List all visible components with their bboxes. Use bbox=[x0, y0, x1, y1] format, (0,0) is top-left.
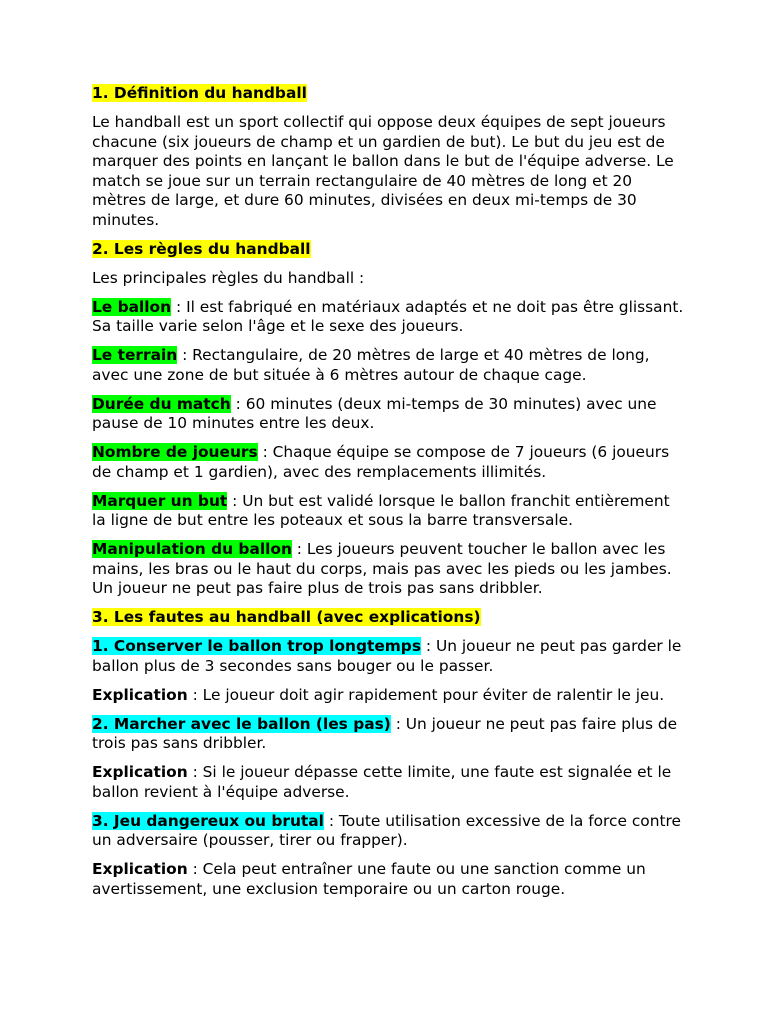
rule-desc: : 60 minutes (deux mi-temps de 30 minutes) avec une pause de 10 minutes entre les deux. bbox=[92, 394, 657, 432]
foul-title: 3. Jeu dangereux ou brutal bbox=[92, 811, 324, 830]
explanation-label: Explication bbox=[92, 685, 188, 704]
rule-term: Manipulation du ballon bbox=[92, 540, 292, 558]
rules-intro: Les principales règles du handball : bbox=[92, 268, 365, 287]
section-heading: 3. Les fautes au handball (avec explications) bbox=[92, 608, 481, 626]
rule-desc: : Il est fabriqué en matériaux adaptés et ne doit pas être glissant. Sa taille varie selon l'âge et le sexe des joueurs. bbox=[92, 297, 684, 335]
rule-item bbox=[92, 492, 688, 531]
rule-item bbox=[92, 298, 688, 337]
explanation-text: : Cela peut entraîner une faute ou une sanction comme un avertissement, une exclusion temporaire ou un carton rouge. bbox=[92, 860, 646, 898]
section-heading: 2. Les règles du handball bbox=[92, 239, 311, 258]
rule-desc: : Un but est validé lorsque le ballon franchit entièrement la ligne de but entre les poteaux et sous la barre transversale. bbox=[92, 491, 670, 529]
section-heading: 1. Définition du handball bbox=[92, 84, 307, 102]
rule-item bbox=[92, 443, 688, 482]
rule-desc: : Chaque équipe se compose de 7 joueurs (6 joueurs de champ et 1 gardien), avec des remplacements illimités. bbox=[92, 443, 670, 481]
definition-paragraph: Le handball est un sport collectif qui oppose deux équipes de sept joueurs chacune (six joueurs de champ et un gardien de but). Le but du jeu est de marquer des points en lançant le ballon dans le but de l'équipe adverse. Le match se joue sur un terrain rectangulaire de 40 mètres de long et 20 mètres de large, et dure 60 minutes, divisées en deux mi-temps de 30 minutes. bbox=[92, 113, 674, 229]
foul-explanation bbox=[92, 860, 688, 899]
rule-item bbox=[92, 346, 688, 385]
foul-item bbox=[92, 715, 688, 754]
rule-term: Marquer un but bbox=[92, 491, 228, 510]
foul-explanation bbox=[92, 763, 688, 802]
explanation-text: : Si le joueur dépasse cette limite, une faute est signalée et le ballon revient à l'équipe adverse. bbox=[92, 763, 672, 801]
explanation-label: Explication bbox=[92, 860, 188, 878]
foul-item bbox=[92, 812, 688, 851]
foul-item bbox=[92, 637, 688, 676]
foul-desc: : Toute utilisation excessive de la force contre un adversaire (pousser, tirer ou frapper). bbox=[92, 811, 681, 849]
foul-desc: : Un joueur ne peut pas garder le ballon plus de 3 secondes sans bouger ou le passer. bbox=[92, 637, 682, 675]
explanation-label: Explication bbox=[92, 763, 188, 781]
section-2-heading bbox=[92, 240, 688, 260]
section-3-heading bbox=[92, 608, 688, 628]
rule-item bbox=[92, 540, 688, 599]
rule-item bbox=[92, 395, 688, 434]
foul-explanation bbox=[92, 686, 688, 706]
rule-term: Le terrain bbox=[92, 346, 178, 364]
section-1-heading bbox=[92, 84, 688, 104]
rule-desc: : Rectangulaire, de 20 mètres de large et 40 mètres de long, avec une zone de but située à 6 mètres autour de chaque cage. bbox=[92, 346, 650, 384]
rule-term: Le ballon bbox=[92, 297, 172, 316]
rule-term: Nombre de joueurs bbox=[92, 443, 258, 461]
rule-term: Durée du match bbox=[92, 394, 231, 413]
foul-title: 1. Conserver le ballon trop longtemps bbox=[92, 637, 421, 655]
foul-title: 2. Marcher avec le ballon (les pas) bbox=[92, 714, 391, 733]
foul-desc: : Un joueur ne peut pas faire plus de trois pas sans dribbler. bbox=[92, 714, 678, 752]
rule-desc: : Les joueurs peuvent toucher le ballon avec les mains, les bras ou le haut du corps, mais pas avec les pieds ou les jambes. Un joueur ne peut pas faire plus de trois pas sans dribbler. bbox=[92, 540, 672, 597]
explanation-text: : Le joueur doit agir rapidement pour éviter de ralentir le jeu. bbox=[187, 685, 665, 704]
